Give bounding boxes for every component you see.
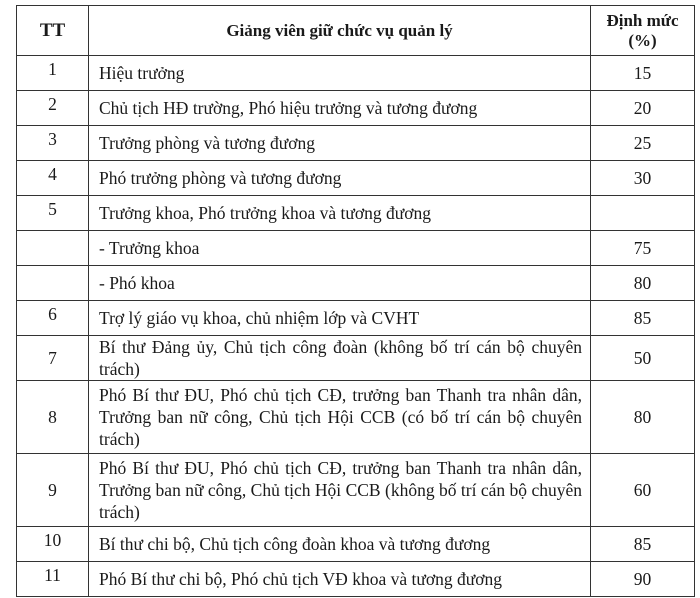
- table-row: [17, 336, 695, 381]
- row-quota: 85: [591, 527, 695, 562]
- row-number: [17, 231, 89, 266]
- row-position: Phó Bí thư ĐU, Phó chủ tịch CĐ, trưởng ban Thanh tra nhân dân, Trưởng ban nữ công, Chủ tịch Hội CCB (không bố trí cán bộ chuyên trách): [89, 454, 591, 527]
- row-quota: 15: [591, 56, 695, 91]
- row-position: Phó trưởng phòng và tương đương: [89, 161, 591, 196]
- row-quota: 25: [591, 126, 695, 161]
- row-position: - Trưởng khoa: [89, 231, 591, 266]
- row-quota: 80: [591, 381, 695, 454]
- row-quota: 30: [591, 161, 695, 196]
- row-number: 2: [17, 91, 89, 126]
- row-quota: 60: [591, 454, 695, 527]
- row-quota: 85: [591, 301, 695, 336]
- header-quota-line2: (%): [628, 30, 657, 50]
- row-quota: 75: [591, 231, 695, 266]
- row-number: 4: [17, 161, 89, 196]
- row-number: 7: [17, 336, 89, 381]
- row-position: Hiệu trưởng: [89, 56, 591, 91]
- row-number: 6: [17, 301, 89, 336]
- row-position: Chủ tịch HĐ trường, Phó hiệu trưởng và tương đương: [89, 91, 591, 126]
- row-quota: 80: [591, 266, 695, 301]
- table-row: [17, 454, 695, 527]
- table-row: [17, 91, 695, 126]
- table-row: [17, 527, 695, 562]
- row-position: Phó Bí thư ĐU, Phó chủ tịch CĐ, trưởng ban Thanh tra nhân dân, Trưởng ban nữ công, Chủ tịch Hội CCB (có bố trí cán bộ chuyên trách): [89, 381, 591, 454]
- row-number: 10: [17, 527, 89, 562]
- row-position: Bí thư Đảng ủy, Chủ tịch công đoàn (không bố trí cán bộ chuyên trách): [89, 336, 591, 381]
- row-position: Trưởng phòng và tương đương: [89, 126, 591, 161]
- table-row: [17, 161, 695, 196]
- row-number: 11: [17, 562, 89, 597]
- table-subrow: [17, 266, 695, 301]
- row-position: Phó Bí thư chi bộ, Phó chủ tịch VĐ khoa và tương đương: [89, 562, 591, 597]
- header-tt: TT: [17, 6, 89, 56]
- row-position: Trợ lý giáo vụ khoa, chủ nhiệm lớp và CVHT: [89, 301, 591, 336]
- row-position: Bí thư chi bộ, Chủ tịch công đoàn khoa và tương đương: [89, 527, 591, 562]
- table-row: [17, 56, 695, 91]
- header-quota-line1: Định mức: [606, 10, 679, 30]
- table-row: [17, 301, 695, 336]
- row-quota: 50: [591, 336, 695, 381]
- table-row: [17, 381, 695, 454]
- table-header-row: [17, 6, 695, 56]
- table-row: [17, 562, 695, 597]
- row-number: 8: [17, 381, 89, 454]
- row-number: 9: [17, 454, 89, 527]
- row-number: 1: [17, 56, 89, 91]
- row-position: Trưởng khoa, Phó trưởng khoa và tương đương: [89, 196, 591, 231]
- row-quota: [591, 196, 695, 231]
- row-number: [17, 266, 89, 301]
- header-quota: [591, 6, 695, 56]
- table-subrow: [17, 231, 695, 266]
- header-position: Giảng viên giữ chức vụ quản lý: [89, 6, 591, 56]
- row-number: 5: [17, 196, 89, 231]
- row-quota: 20: [591, 91, 695, 126]
- row-quota: 90: [591, 562, 695, 597]
- quota-table: [16, 5, 695, 597]
- table-row: [17, 196, 695, 231]
- row-position: - Phó khoa: [89, 266, 591, 301]
- row-number: 3: [17, 126, 89, 161]
- table-row: [17, 126, 695, 161]
